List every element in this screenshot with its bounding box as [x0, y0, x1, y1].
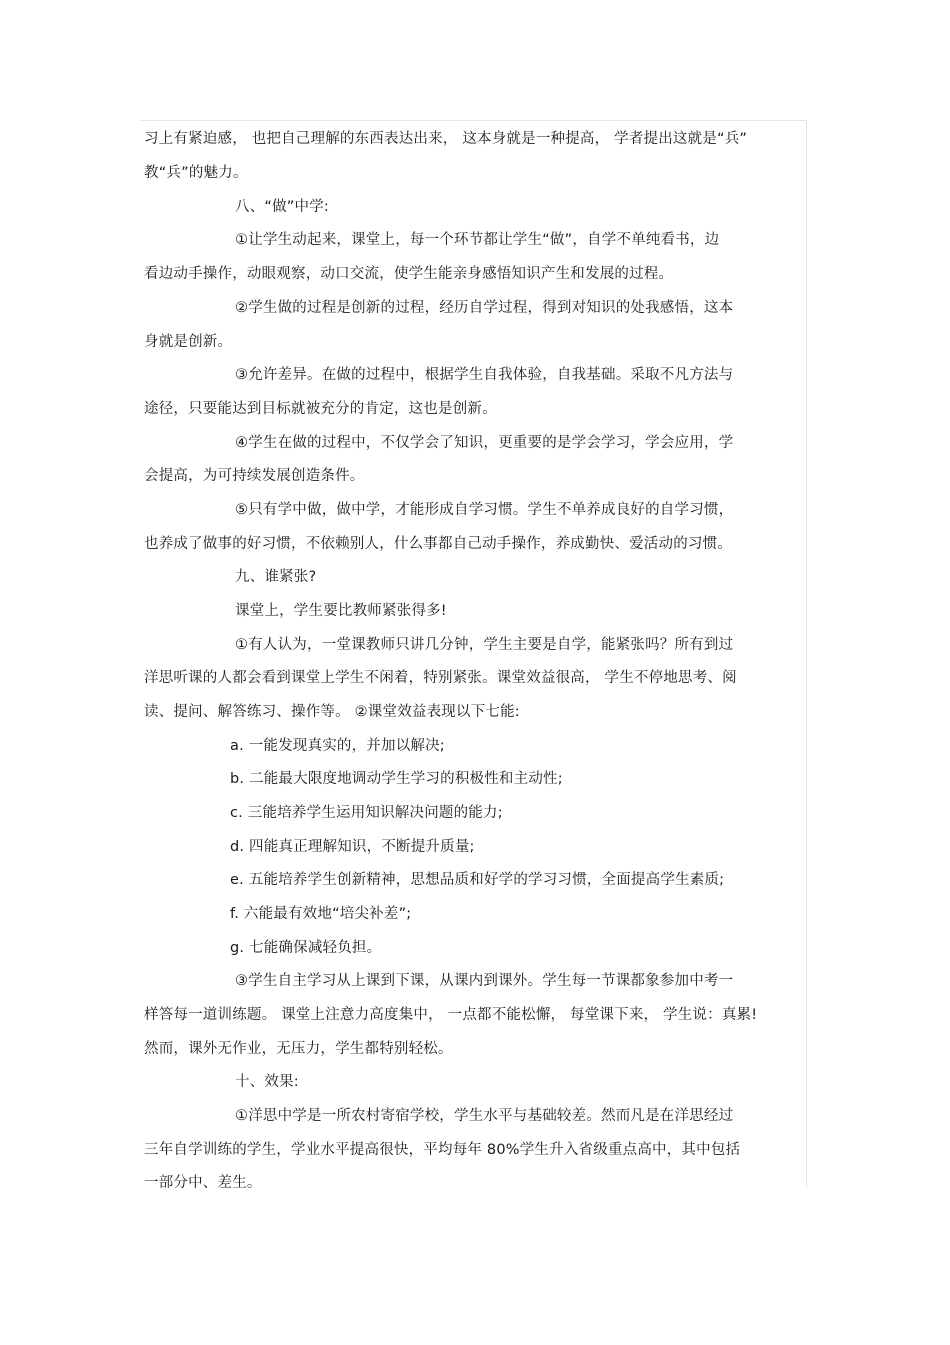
paragraph-line: ①洋思中学是一所农村寄宿学校，学生水平与基础较差。然而凡是在洋思经过	[235, 1108, 734, 1124]
paragraph-line: 身就是创新。	[144, 334, 233, 350]
paragraph-line: ④学生在做的过程中，不仅学会了知识，更重要的是学会学习，学会应用，学	[235, 435, 734, 451]
paragraph-line: 样答每一道训练题。 课堂上注意力高度集中， 一点都不能松懈， 每堂课下来， 学生说：真累!	[144, 1007, 758, 1023]
paragraph-line: 习上有紧迫感， 也把自己理解的东西表达出来， 这本身就是一种提高， 学者提出这就是“兵”	[144, 131, 748, 147]
paragraph-line: ③允许差异。在做的过程中，根据学生自我体验，自我基础。采取不凡方法与	[235, 367, 734, 383]
paragraph-line: 洋思听课的人都会看到课堂上学生不闲着，特别紧张。课堂效益很高， 学生不停地思考、阅	[144, 670, 737, 686]
paragraph-line: 看边动手操作，动眼观察，动口交流，使学生能亲身感悟知识产生和发展的过程。	[144, 266, 674, 282]
list-item: f. 六能最有效地“培尖补差”;	[230, 906, 412, 922]
section-heading: 八、“做”中学:	[235, 199, 330, 215]
page-border-top	[140, 120, 807, 121]
paragraph-line: 三年自学训练的学生，学业水平提高很快，平均每年 80%学生升入省级重点高中，其中包括	[144, 1142, 741, 1158]
paragraph-line: 读、提问、解答练习、操作等。 ②课堂效益表现以下七能:	[144, 704, 520, 720]
list-item: d. 四能真正理解知识，不断提升质量;	[230, 839, 475, 855]
paragraph-line: 课堂上，学生要比教师紧张得多!	[235, 603, 447, 619]
section-heading: 九、谁紧张?	[235, 569, 317, 585]
paragraph-line: 会提高，为可持续发展创造条件。	[144, 468, 365, 484]
list-item: e. 五能培养学生创新精神，思想品质和好学的学习习惯，全面提高学生素质;	[230, 872, 725, 888]
paragraph-line: ①让学生动起来，课堂上，每一个环节都让学生“做”，自学不单纯看书，边	[235, 232, 720, 248]
page-border-right	[806, 120, 807, 1188]
paragraph-line: ①有人认为，一堂课教师只讲几分钟，学生主要是自学，能紧张吗？所有到过	[235, 637, 734, 653]
list-item: b. 二能最大限度地调动学生学习的积极性和主动性;	[230, 771, 563, 787]
paragraph-line: 教“兵”的魅力。	[144, 165, 248, 181]
paragraph-line: 然而，课外无作业，无压力，学生都特别轻松。	[144, 1041, 453, 1057]
list-item: c. 三能培养学生运用知识解决问题的能力;	[230, 805, 503, 821]
list-item: a. 一能发现真实的，并加以解决;	[230, 738, 445, 754]
paragraph-line: 途径，只要能达到目标就被充分的肯定，这也是创新。	[144, 401, 497, 417]
paragraph-line: ②学生做的过程是创新的过程，经历自学过程，得到对知识的处我感悟，这本	[235, 300, 734, 316]
section-heading: 十、效果:	[235, 1074, 299, 1090]
paragraph-line: ③学生自主学习从上课到下课，从课内到课外。学生每一节课都象参加中考一	[235, 973, 734, 989]
paragraph-line: 也养成了做事的好习惯，不依赖别人，什么事都自己动手操作，养成勤快、爱活动的习惯。	[144, 536, 732, 552]
list-item: g. 七能确保减轻负担。	[230, 940, 382, 956]
paragraph-line: 一部分中、差生。	[144, 1175, 262, 1191]
paragraph-line: ⑤只有学中做，做中学，才能形成自学习惯。学生不单养成良好的自学习惯，	[235, 502, 734, 518]
